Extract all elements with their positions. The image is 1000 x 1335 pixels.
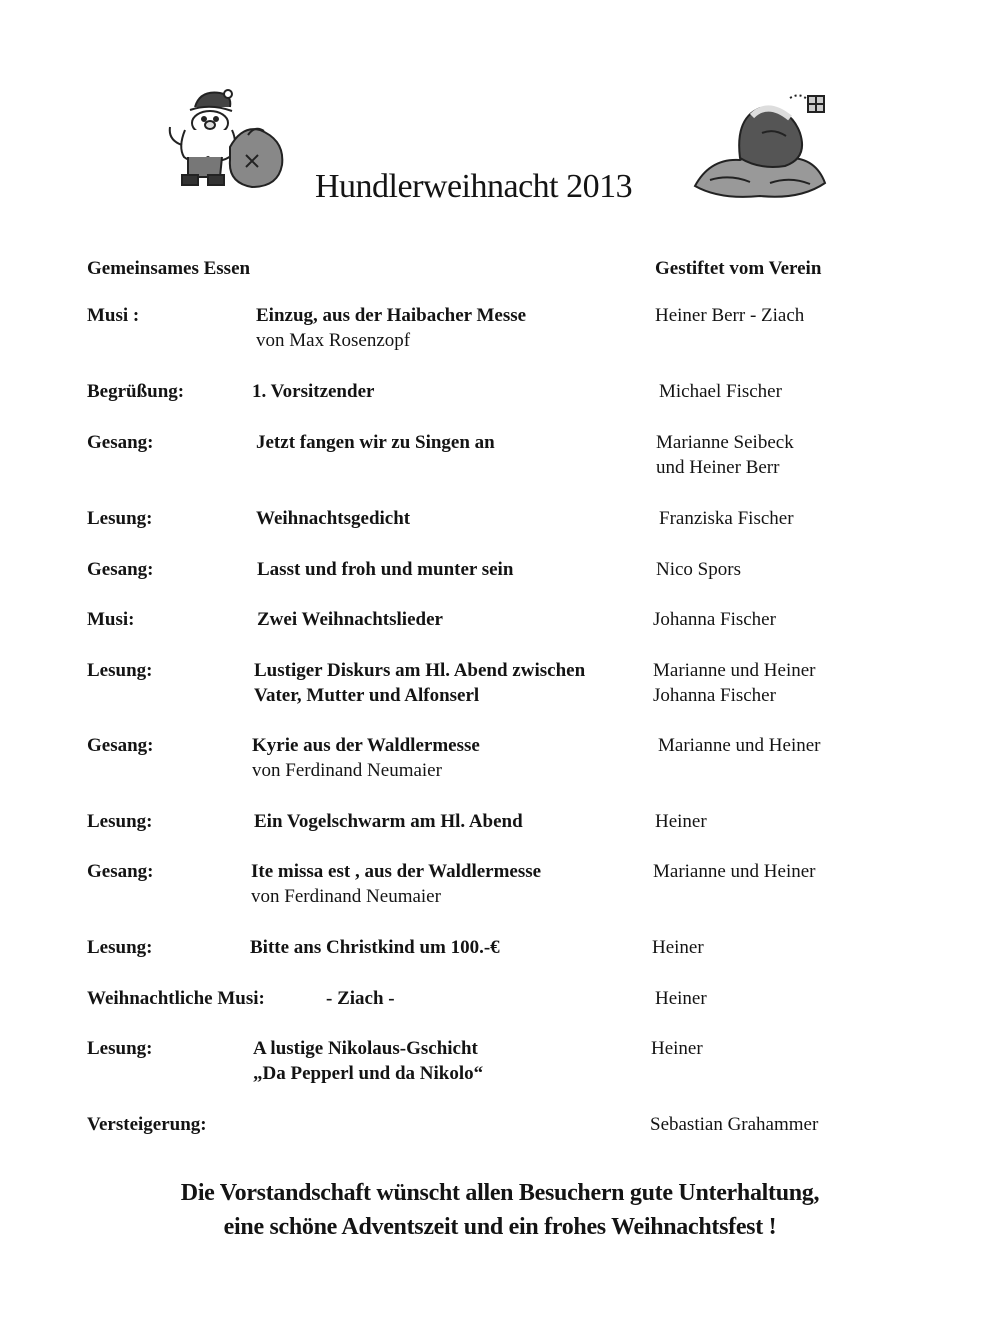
row-label: Musi : <box>87 305 140 326</box>
row-act: Ein Vogelschwarm am Hl. Abend <box>254 811 523 832</box>
row-act: Lasst und froh und munter sein <box>257 559 514 580</box>
footer-line-1: Die Vorstandschaft wünscht allen Besuchern gute Unterhaltung, <box>180 1180 820 1206</box>
row-label: Lesung: <box>87 1038 153 1059</box>
row-act: 1. Vorsitzender <box>252 381 375 402</box>
footer-line-2: eine schöne Adventszeit und ein frohes Weihnachtsfest ! <box>223 1214 777 1240</box>
row-label: Gesang: <box>87 861 154 882</box>
row-performer: Heiner <box>652 937 704 958</box>
row-act: A lustige Nikolaus-Gschicht „Da Pepperl und da Nikolo“ <box>253 1038 484 1084</box>
row-performer: Heiner <box>655 988 707 1009</box>
row-performer: Marianne und Heiner <box>658 735 821 756</box>
row-performer: Marianne Seibeck und Heiner Berr <box>656 432 794 478</box>
santa-bag-gift-clipart-icon <box>690 88 835 203</box>
row-performer: Franziska Fischer <box>659 508 794 529</box>
row-label: Weihnachtliche Musi: <box>87 988 265 1009</box>
row-label: Versteigerung: <box>87 1114 207 1135</box>
row-performer: Heiner <box>655 811 707 832</box>
row-act: Jetzt fangen wir zu Singen an <box>256 432 495 453</box>
row-label: Gesang: <box>87 559 154 580</box>
header-right: Gestiftet vom Verein <box>655 258 822 279</box>
row-label: Lesung: <box>87 508 153 529</box>
row-performer: Johanna Fischer <box>653 609 776 630</box>
row-performer: Michael Fischer <box>659 381 782 402</box>
row-label: Lesung: <box>87 660 153 681</box>
row-act: Kyrie aus der Waldlermesse von Ferdinand Neumaier <box>252 735 480 781</box>
row-label: Musi: <box>87 609 135 630</box>
row-label: Gesang: <box>87 735 154 756</box>
row-performer: Marianne und Heiner <box>653 861 816 882</box>
row-label: Lesung: <box>87 811 153 832</box>
row-act: Lustiger Diskurs am Hl. Abend zwischen Vater, Mutter und Alfonserl <box>254 660 586 706</box>
row-performer: Heiner Berr - Ziach <box>655 305 805 326</box>
row-label: Gesang: <box>87 432 154 453</box>
row-performer: Marianne und Heiner Johanna Fischer <box>653 660 816 706</box>
row-label: Begrüßung: <box>87 381 185 402</box>
santa-clipart-icon <box>160 85 290 195</box>
row-act: - Ziach - <box>326 988 395 1009</box>
row-act: Bitte ans Christkind um 100.-€ <box>250 937 500 958</box>
page-title: Hundlerweihnacht 2013 <box>315 168 633 205</box>
row-act: Weihnachtsgedicht <box>256 508 411 529</box>
row-act: Zwei Weihnachtslieder <box>257 609 443 630</box>
header-left: Gemeinsames Essen <box>87 258 251 279</box>
row-performer: Nico Spors <box>656 559 741 580</box>
row-act: Einzug, aus der Haibacher Messe von Max Rosenzopf <box>256 305 527 351</box>
row-label: Lesung: <box>87 937 153 958</box>
row-act: Ite missa est , aus der Waldlermesse von Ferdinand Neumaier <box>251 861 542 907</box>
row-performer: Heiner <box>651 1038 703 1059</box>
row-performer: Sebastian Grahammer <box>650 1114 819 1135</box>
